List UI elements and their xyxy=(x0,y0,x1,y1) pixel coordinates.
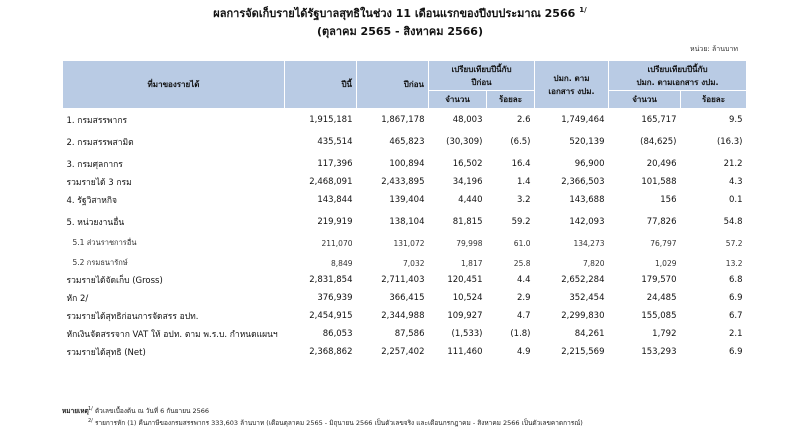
cell-bdiff: 77,826 xyxy=(646,217,677,227)
cell-diff: 16,502 xyxy=(452,159,483,169)
total-row xyxy=(63,309,747,323)
cell-budget: 84,261 xyxy=(574,329,605,339)
cell-diff: 109,927 xyxy=(447,311,483,321)
cell-this-year: 2,468,091 xyxy=(309,177,353,187)
cell-this-year: 86,053 xyxy=(322,329,353,339)
row-label: 1. กรมสรรพากร xyxy=(66,116,128,126)
cell-bdiff-pct: 13.2 xyxy=(725,258,743,268)
cell-bdiff-pct: 6.9 xyxy=(728,347,743,357)
header-budget-line2: เอกสาร งปม. xyxy=(548,86,595,96)
cell-budget: 134,273 xyxy=(573,238,605,248)
cell-this-year: 117,396 xyxy=(317,159,353,169)
cell-this-year: 143,844 xyxy=(317,195,353,205)
cell-last-year: 131,072 xyxy=(393,238,425,248)
cell-bdiff-pct: 54.8 xyxy=(723,217,743,227)
header-percent-budget: ร้อยละ xyxy=(681,91,747,109)
header-last-year: ปีก่อน xyxy=(357,61,429,109)
cell-last-year: 7,032 xyxy=(403,258,425,268)
table-row xyxy=(63,153,747,175)
report-title xyxy=(0,4,800,22)
unit-label: หน่วย: ล้านบาท xyxy=(689,45,738,53)
cell-bdiff: 165,717 xyxy=(641,115,677,125)
footnote-2-text: รายการหัก (1) คืนภาษีของกรมสรรพากร 333,603 ล้านบาท (เดือนตุลาคม 2565 - มิถุนายน 2566 เป็นตัวเลขจริง และเดือนกรกฎาคม - สิงหาคม 2566 เป็นตัวเลขคาดการณ์) xyxy=(94,419,583,428)
cell-bdiff: 1,029 xyxy=(655,258,677,268)
cell-diff-pct: 25.8 xyxy=(513,258,531,268)
row-label: 4. รัฐวิสาหกิจ xyxy=(66,196,118,206)
table-row xyxy=(63,131,747,153)
cell-diff: 10,524 xyxy=(452,293,483,303)
cell-budget: 2,299,830 xyxy=(561,311,605,321)
total-row xyxy=(63,273,747,287)
cell-this-year: 1,915,181 xyxy=(309,115,353,125)
cell-last-year: 138,104 xyxy=(389,217,425,227)
cell-diff: 48,003 xyxy=(452,115,483,125)
cell-last-year: 2,433,895 xyxy=(381,177,425,187)
cell-last-year: 2,344,988 xyxy=(381,311,425,321)
cell-diff-pct: 4.9 xyxy=(516,347,531,357)
cell-bdiff-pct: 4.3 xyxy=(728,177,743,187)
cell-bdiff-pct: (16.3) xyxy=(716,137,743,147)
cell-last-year: 87,586 xyxy=(394,329,425,339)
cell-budget: 1,749,464 xyxy=(561,115,605,125)
cell-diff: 4,440 xyxy=(458,195,483,205)
table-row xyxy=(63,211,747,233)
header-percent: ร้อยละ xyxy=(487,91,535,109)
cell-bdiff: 179,570 xyxy=(641,275,677,285)
row-label: หักเงินจัดสรรจาก VAT ให้ อปท. ตาม พ.ร.บ. กำหนดแผนฯ xyxy=(66,330,278,340)
cell-last-year: 139,404 xyxy=(389,195,425,205)
cell-budget: 7,820 xyxy=(583,258,605,268)
header-compare-budget-line1: เปรียบเทียบปีนี้กับ xyxy=(647,64,708,74)
cell-bdiff: 101,588 xyxy=(641,177,677,187)
row-label: รวมรายได้สุทธิ (Net) xyxy=(66,348,146,358)
cell-diff-pct: 1.4 xyxy=(516,177,531,187)
row-label: 2. กรมสรรพสามิต xyxy=(66,138,134,148)
cell-diff: 34,196 xyxy=(452,177,483,187)
cell-budget: 520,139 xyxy=(569,137,605,147)
cell-bdiff-pct: 9.5 xyxy=(728,115,743,125)
cell-bdiff: (84,625) xyxy=(640,137,677,147)
cell-this-year: 2,368,862 xyxy=(309,347,353,357)
cell-diff-pct: 3.2 xyxy=(516,195,531,205)
cell-budget: 96,900 xyxy=(574,159,605,169)
cell-diff: 1,817 xyxy=(461,258,483,268)
cell-budget: 2,652,284 xyxy=(561,275,605,285)
cell-bdiff: 1,792 xyxy=(652,329,677,339)
cell-budget: 352,454 xyxy=(569,293,605,303)
cell-this-year: 211,070 xyxy=(321,238,353,248)
row-label: 5. หน่วยงานอื่น xyxy=(66,218,125,228)
footnote-1 xyxy=(62,404,583,416)
cell-diff-pct: 16.4 xyxy=(511,159,531,169)
cell-bdiff-pct: 6.7 xyxy=(728,311,743,321)
cell-bdiff-pct: 21.2 xyxy=(723,159,743,169)
cell-this-year: 435,514 xyxy=(317,137,353,147)
cell-this-year: 8,849 xyxy=(331,258,353,268)
cell-diff-pct: 4.7 xyxy=(516,311,531,321)
cell-budget: 143,688 xyxy=(569,195,605,205)
cell-this-year: 376,939 xyxy=(317,293,353,303)
row-label: รวมรายได้ 3 กรม xyxy=(66,178,132,188)
row-label: รวมรายได้สุทธิก่อนการจัดสรร อปท. xyxy=(66,312,199,322)
cell-bdiff-pct: 0.1 xyxy=(728,195,743,205)
cell-bdiff: 156 xyxy=(660,195,677,205)
cell-bdiff: 153,293 xyxy=(641,347,677,357)
table-row xyxy=(63,189,747,211)
footnote-2 xyxy=(62,416,583,428)
cell-bdiff-pct: 57.2 xyxy=(725,238,743,248)
header-compare-last-year xyxy=(429,61,535,91)
cell-diff: (1,533) xyxy=(451,329,483,339)
cell-diff-pct: 4.4 xyxy=(516,275,531,285)
cell-diff: 81,815 xyxy=(452,217,483,227)
cell-bdiff: 24,485 xyxy=(646,293,677,303)
cell-diff-pct: 61.0 xyxy=(513,238,531,248)
cell-this-year: 2,454,915 xyxy=(309,311,353,321)
footnote-2-mark: 2/ xyxy=(88,418,93,425)
cell-last-year: 2,711,403 xyxy=(381,275,425,285)
cell-last-year: 1,867,178 xyxy=(381,115,425,125)
cell-this-year: 2,831,854 xyxy=(309,275,353,285)
header-compare-last-year-line1: เปรียบเทียบปีนี้กับ xyxy=(451,64,512,74)
table-row xyxy=(63,323,747,345)
revenue-table xyxy=(62,60,747,359)
header-compare-budget-line2: ปมก. ตามเอกสาร งปม. xyxy=(636,77,719,87)
cell-bdiff: 20,496 xyxy=(646,159,677,169)
table-row xyxy=(63,109,747,132)
cell-diff: 120,451 xyxy=(447,275,483,285)
header-budget-line1: ปมก. ตาม xyxy=(553,73,590,83)
header-compare-budget xyxy=(609,61,747,91)
sub-row xyxy=(63,233,747,253)
cell-diff: 111,460 xyxy=(447,347,483,357)
header-source: ที่มาของรายได้ xyxy=(63,61,285,109)
report-subtitle: (ตุลาคม 2565 - สิงหาคม 2566) xyxy=(317,25,483,38)
cell-diff: (30,309) xyxy=(446,137,483,147)
total-row xyxy=(63,175,747,189)
header-this-year: ปีนี้ xyxy=(285,61,357,109)
cell-diff: 79,998 xyxy=(456,238,483,248)
table-row xyxy=(63,287,747,309)
cell-bdiff-pct: 2.1 xyxy=(728,329,743,339)
cell-last-year: 100,894 xyxy=(389,159,425,169)
header-budget xyxy=(535,61,609,109)
total-row xyxy=(63,345,747,359)
row-label: 5.2 กรมธนารักษ์ xyxy=(72,258,128,267)
cell-this-year: 219,919 xyxy=(317,217,353,227)
header-amount: จำนวน xyxy=(429,91,487,109)
cell-diff-pct: 2.9 xyxy=(516,293,531,303)
header-amount-budget: จำนวน xyxy=(609,91,681,109)
row-label: หัก 2/ xyxy=(66,294,89,304)
cell-last-year: 366,415 xyxy=(389,293,425,303)
cell-last-year: 465,823 xyxy=(389,137,425,147)
cell-bdiff: 76,797 xyxy=(650,238,677,248)
footnote-1-text: ตัวเลขเบื้องต้น ณ วันที่ 6 กันยายน 2566 xyxy=(94,407,210,416)
report-title-text: ผลการจัดเก็บรายได้รัฐบาลสุทธิในช่วง 11 เดือนแรกของปีงบประมาณ 2566 xyxy=(213,7,576,20)
row-label: 5.1 ส่วนราชการอื่น xyxy=(72,238,137,247)
cell-bdiff: 155,085 xyxy=(641,311,677,321)
cell-diff-pct: (1.8) xyxy=(510,329,531,339)
header-compare-last-year-line2: ปีก่อน xyxy=(471,77,492,87)
cell-diff-pct: 59.2 xyxy=(511,217,531,227)
title-footnote-mark: 1/ xyxy=(579,6,587,15)
footnote-1-mark: 1/ xyxy=(88,406,93,412)
footnote-label: หมายเหตุ xyxy=(62,407,89,416)
cell-budget: 2,366,503 xyxy=(561,177,605,187)
cell-bdiff-pct: 6.9 xyxy=(728,293,743,303)
cell-budget: 2,215,569 xyxy=(561,347,605,357)
cell-diff-pct: 2.6 xyxy=(516,115,531,125)
footnotes xyxy=(62,404,583,428)
cell-budget: 142,093 xyxy=(569,217,605,227)
sub-row xyxy=(63,253,747,273)
row-label: รวมรายได้จัดเก็บ (Gross) xyxy=(66,276,163,286)
cell-diff-pct: (6.5) xyxy=(510,137,531,147)
cell-last-year: 2,257,402 xyxy=(381,347,425,357)
cell-bdiff-pct: 6.8 xyxy=(728,275,743,285)
row-label: 3. กรมศุลกากร xyxy=(66,160,123,170)
